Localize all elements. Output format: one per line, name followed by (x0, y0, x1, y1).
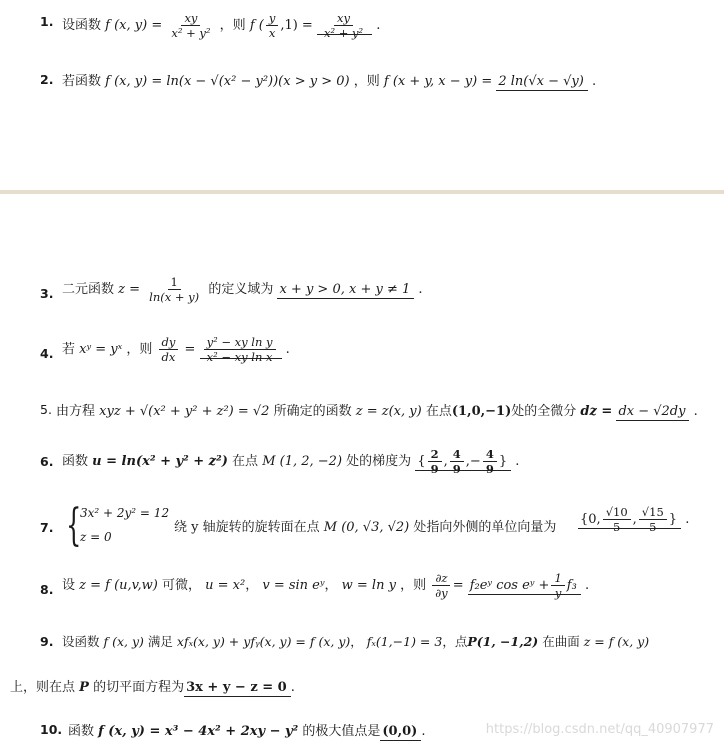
question-text: ，则 (353, 74, 380, 89)
math-expr: ,1) = (280, 18, 313, 34)
question-text: 设函数 (62, 18, 102, 34)
period: . (584, 578, 590, 594)
answer-blank: 2 ln(√x − √y) (496, 74, 587, 91)
period: . (290, 680, 295, 695)
question-text: ，则 (126, 342, 153, 358)
period: . (421, 724, 426, 739)
problem-number: 4. (40, 346, 54, 361)
problem-number: 6. (40, 454, 54, 469)
period: . (685, 512, 690, 528)
question-text: 设 (62, 578, 76, 594)
math-expr: P(1, −1,2) (467, 634, 539, 649)
math-expr: u = ln(x² + y² + z²) (92, 454, 228, 470)
problem-number: 9. (40, 634, 54, 649)
question-text: 上，则在点 (10, 680, 76, 695)
problem-number: 1. (40, 14, 54, 29)
math-expr: xyz + √(x² + y² + z²) = √2 (99, 404, 270, 419)
period: . (418, 282, 423, 298)
math-expr: dz = (580, 404, 613, 419)
question-text: 的定义域为 (208, 282, 274, 298)
math-expr: z = f (u,v,w) (79, 578, 158, 594)
fraction: $\frac{1}{\ln(x + y)}$ (149, 275, 200, 305)
question-text: 在曲面 (542, 634, 580, 649)
problem-number: 8. (40, 582, 54, 597)
question-text: 设函数 (62, 634, 100, 649)
math-expr: M (1, 2, −2) (262, 454, 343, 470)
question-text: 处的全微分 (511, 404, 577, 419)
problem-number: 2. (40, 72, 54, 87)
math-expr: P (79, 680, 89, 695)
period: . (515, 454, 520, 470)
fraction: $\frac{xy}{\text{x² + y²}}$ (171, 11, 211, 41)
math-expr: xʸ = yˣ (79, 342, 123, 358)
period: . (285, 342, 290, 358)
math-expr: f ( (249, 18, 264, 34)
math-expr: w = ln y (341, 578, 396, 594)
question-text: 由方程 (56, 404, 96, 419)
watermark: https://blog.csdn.net/qq_40907977 (485, 722, 714, 737)
math-expr: = (184, 342, 196, 358)
answer-blank: { $\frac{2}{9}$ , $\frac{4}{9}$ ,− $\frac{4}{9}$ } (415, 454, 511, 471)
problem-number: 3. (40, 286, 54, 301)
question-text: 的极大值点是 (302, 724, 381, 739)
answer-blank: f₂eʸ cos eʸ + $\frac{1}{y}$ f₃ (468, 578, 581, 595)
math-expr: v = sin eʸ (262, 578, 325, 594)
problem-number: 7. (40, 520, 54, 535)
answer-blank: (0,0) (380, 724, 421, 741)
problem-number: 10. (40, 722, 63, 737)
fraction: $\frac{dy}{dx}$ (159, 336, 179, 363)
period: . (591, 74, 597, 89)
answer-blank: $\frac{xy}{\text{x² + y²}}$ (317, 18, 372, 35)
question-text: 的切平面方程为 (93, 680, 185, 695)
answer-blank: x + y > 0, x + y ≠ 1 (277, 282, 414, 299)
answer-blank: $\frac{\text{y² − xy ln y}}{\text{x² − xy ln x}}$ (200, 342, 282, 359)
math-expr: xfₓ(x, y) + yfᵧ(x, y) = f (x, y) (176, 634, 351, 649)
fraction: $\frac{y}{x}$ (266, 12, 279, 39)
math-expr: f (x, y) = (105, 18, 163, 34)
question-text: ，则 (400, 578, 427, 594)
question-text: 若 (62, 342, 76, 358)
math-expr: z = z(x, y) (355, 404, 422, 419)
question-text: 二元函数 (62, 282, 115, 298)
question-text: 函数 (68, 724, 95, 739)
period: . (376, 18, 381, 34)
question-text: ，点 (442, 634, 468, 649)
question-text: 处的梯度为 (346, 454, 412, 470)
period: . (693, 404, 698, 419)
math-expr: fₓ(1,−1) = 3 (366, 634, 443, 649)
system-eq-1: 3x² + 2y² = 12 (80, 506, 170, 520)
answer-blank: dx − √2dy (616, 404, 689, 421)
system-eq-2: z = 0 (80, 530, 112, 544)
problem-number: 5. (40, 402, 52, 417)
left-brace: { (66, 500, 82, 551)
question-text: 所确定的函数 (273, 404, 352, 419)
question-text: 若函数 (62, 74, 102, 89)
answer-blank: 3x + y − z = 0 (184, 680, 291, 697)
math-expr: f (x, y) (103, 634, 144, 649)
math-expr: f (x, y) = x³ − 4x² + 2xy − y² (98, 724, 299, 739)
math-expr: M (0, √3, √2) (323, 520, 410, 535)
math-expr: z = (118, 282, 141, 298)
math-expr: (1,0,−1) (451, 404, 512, 419)
math-expr: f (x, y) = ln(x − √(x² − y²))(x > y > 0) (105, 74, 350, 89)
math-expr: f (x + y, x − y) = (383, 74, 493, 89)
fraction: $\frac{\partial z}{\partial y}$ (432, 572, 450, 599)
math-expr: z = f (x, y) (583, 634, 650, 649)
question-text: 满足 (147, 634, 173, 649)
question-text: 可微， (161, 578, 201, 594)
question-text: 在点 (232, 454, 259, 470)
section-divider (0, 190, 724, 194)
question-text: 函数 (62, 454, 89, 470)
question-text: ，则 (219, 18, 246, 34)
question-text: 绕 y 轴旋转的旋转面在点 (174, 520, 320, 535)
math-expr: u = x² (205, 578, 246, 594)
question-text: 处指向外侧的单位向量为 (413, 520, 557, 535)
answer-blank: {0, $\frac{√10}{5}$ , $\frac{√15}{5}$ } (578, 512, 681, 529)
question-text: 在点 (425, 404, 452, 419)
